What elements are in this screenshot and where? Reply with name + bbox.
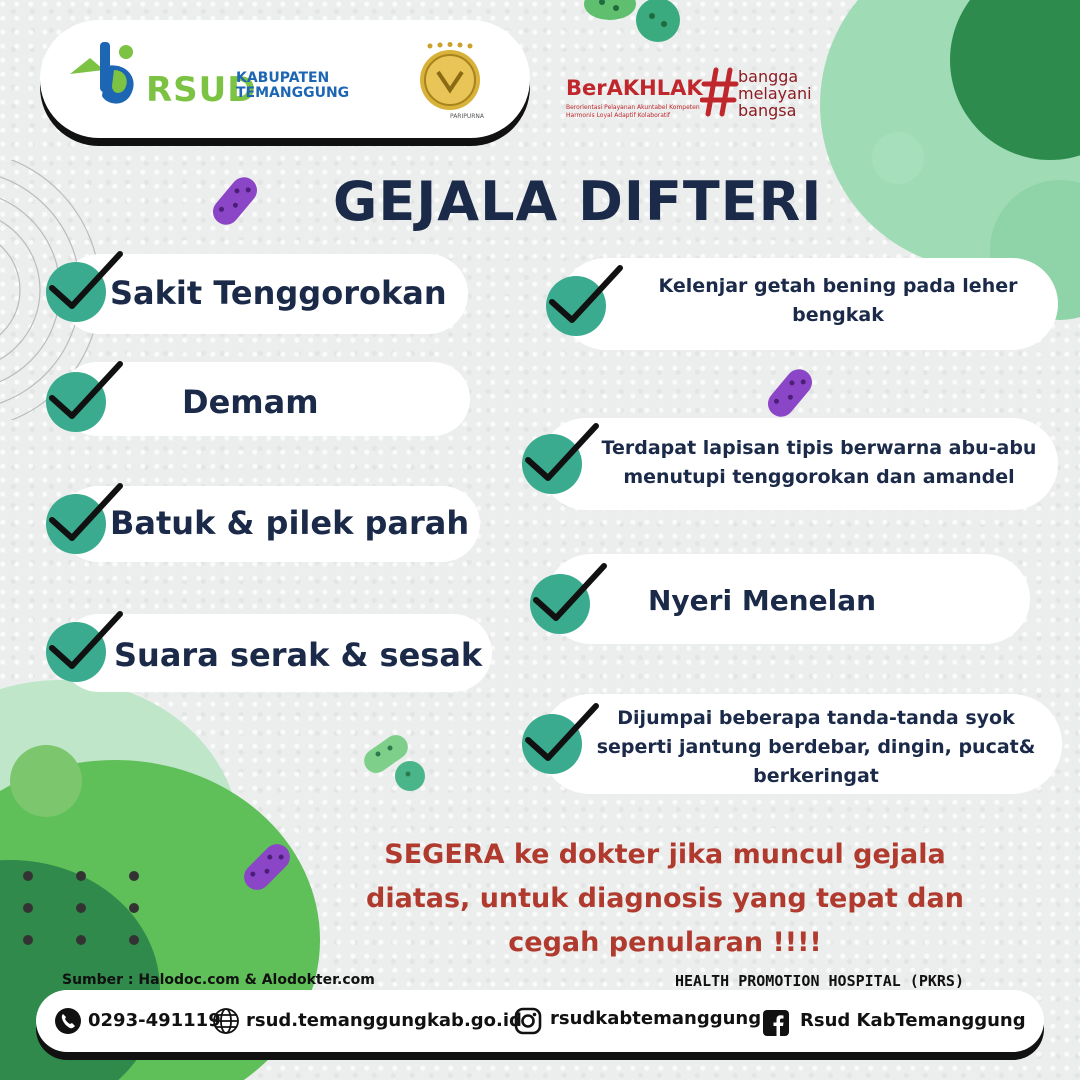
hospital-region-name <box>236 71 349 101</box>
facebook-page[interactable]: Rsud KabTemanggung <box>800 1010 1026 1031</box>
header-card <box>40 20 530 138</box>
check-circle <box>46 262 106 322</box>
hash-line-1: bangga <box>738 67 799 86</box>
checkmark-icon <box>546 262 626 332</box>
hospital-short-name: RSUD <box>146 70 257 110</box>
hashtag-icon <box>700 66 740 118</box>
warning-line: cegah penularan !!!! <box>508 927 822 958</box>
symptom-line: menutupi tenggorokan dan amandel <box>623 466 1015 488</box>
symptom-label: Nyeri Menelan <box>648 584 877 617</box>
symptom-line: Kelenjar getah bening pada leher <box>658 275 1018 297</box>
phone-number[interactable]: 0293-491119 <box>88 1010 221 1031</box>
rsud-logo-icon <box>68 40 144 112</box>
check-circle <box>546 276 606 336</box>
seal-label: PARIPURNA <box>449 113 485 120</box>
symptom-line: Terdapat lapisan tipis berwarna abu-abu <box>601 437 1037 459</box>
green-bacteria-icon-mid <box>356 724 432 798</box>
purple-bacteria-icon-3 <box>232 832 302 902</box>
symptom-label: Suara serak & sesak <box>114 636 483 674</box>
symptom-label: Demam <box>182 383 319 421</box>
berakhlak-logo-text: BerAKHLAK <box>566 76 703 100</box>
symptom-line: seperti jantung berdebar, dingin, pucat& <box>596 736 1036 758</box>
program-label: HEALTH PROMOTION HOSPITAL (PKRS) <box>675 972 964 990</box>
checkmark-icon <box>530 560 610 630</box>
check-circle <box>46 372 106 432</box>
purple-bacteria-icon-1 <box>200 166 270 236</box>
globe-icon <box>212 1007 240 1035</box>
paripurna-seal-icon <box>416 42 484 116</box>
symptom-label <box>592 434 1046 492</box>
warning-line: diatas, untuk diagnosis yang tepat dan <box>366 883 964 914</box>
contact-footer <box>36 990 1044 1052</box>
website-link[interactable]: rsud.temanggungkab.go.id <box>246 1010 522 1031</box>
source-credit: Sumber : Halodoc.com & Alodokter.com <box>62 972 375 988</box>
small-green-circle-left <box>10 745 82 817</box>
warning-message <box>330 833 1000 965</box>
symptom-label <box>618 272 1058 330</box>
page-title: GEJALA DIFTERI <box>333 170 823 233</box>
symptom-label <box>584 704 1048 791</box>
warning-line: SEGERA ke dokter jika muncul gejala <box>384 839 946 870</box>
check-circle <box>530 574 590 634</box>
symptom-line: berkeringat <box>753 765 879 787</box>
check-circle <box>46 494 106 554</box>
hash-line-3: bangsa <box>738 101 797 120</box>
symptom-label: Batuk & pilek parah <box>110 504 470 542</box>
symptom-label: Sakit Tenggorokan <box>110 274 447 312</box>
phone-icon <box>54 1007 82 1035</box>
checkmark-icon <box>46 358 126 428</box>
facebook-icon <box>762 1009 790 1037</box>
hash-line-2: melayani <box>738 84 812 103</box>
region-line-1: KABUPATEN <box>236 70 330 86</box>
region-line-2: TEMANGGUNG <box>236 85 350 101</box>
checkmark-icon <box>522 420 602 490</box>
check-circle <box>522 714 582 774</box>
bangga-melayani-bangsa <box>738 68 812 119</box>
instagram-icon <box>514 1007 542 1035</box>
symptom-line: Dijumpai beberapa tanda-tanda syok <box>617 707 1015 729</box>
instagram-handle[interactable]: rsudkabtemanggung <box>550 1008 762 1029</box>
green-bacteria-icon-top <box>580 0 690 60</box>
check-circle <box>46 622 106 682</box>
dot-grid-decoration <box>18 866 168 966</box>
check-circle <box>522 434 582 494</box>
berakhlak-subtitle: Berorientasi Pelayanan Akuntabel Kompeten Harmonis Loyal Adaptif Kolaboratif <box>566 104 700 119</box>
small-green-circle <box>872 132 924 184</box>
symptom-line: bengkak <box>792 304 884 326</box>
